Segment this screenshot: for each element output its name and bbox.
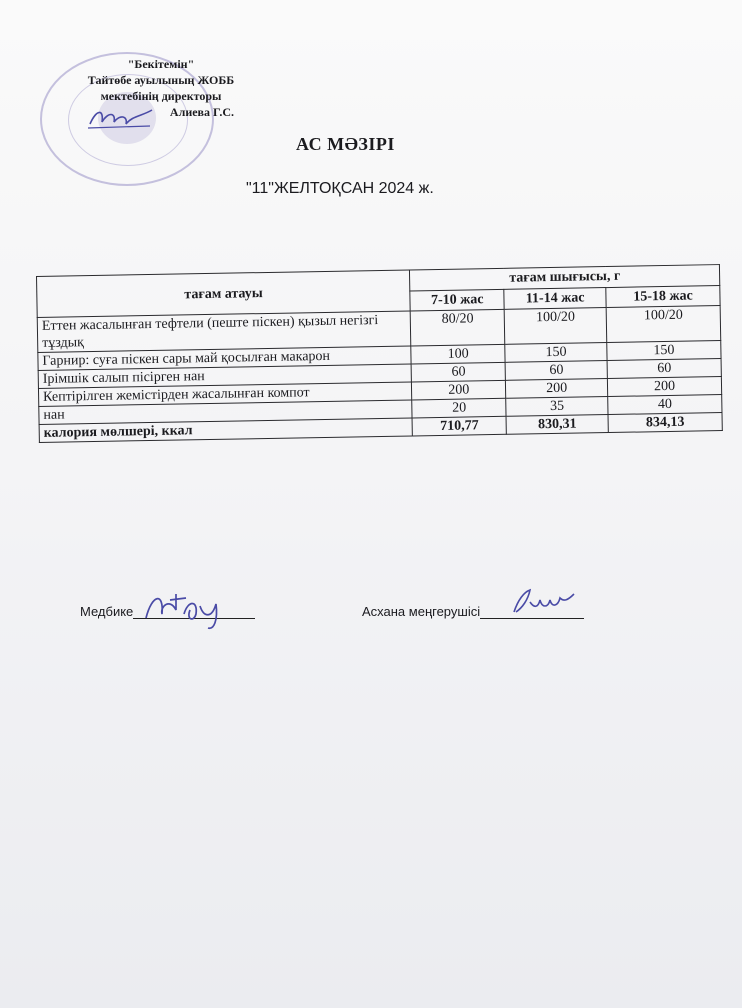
page-title: АС МӘЗІРІ [296, 134, 395, 154]
dish-value: 100/20 [504, 308, 606, 345]
dish-name: Кептірілген жемістірден жасалынған компот [38, 382, 412, 407]
dish-value: 150 [505, 343, 607, 363]
approval-line-3: мектебінің директоры [100, 89, 222, 103]
approval-line-1: "Бекітемін" [127, 57, 195, 71]
calories-value: 834,13 [608, 413, 722, 433]
dish-name: нан [39, 400, 413, 425]
dish-name: Еттен жасалынған тефтели (пеште піскен) қызыл негізгі тұздық [37, 311, 411, 353]
header-age-11-14: 11-14 жас [504, 287, 606, 309]
header-age-15-18: 15-18 жас [606, 285, 720, 307]
kitchen-head-label: Асхана меңгерушісі [362, 604, 481, 619]
dish-value: 100 [411, 344, 505, 364]
dish-value: 20 [412, 398, 506, 418]
nurse-signature [140, 584, 240, 634]
director-signature [86, 104, 156, 132]
dish-value: 200 [412, 380, 506, 400]
dish-value: 200 [608, 377, 722, 397]
dish-value: 80/20 [411, 309, 505, 346]
dish-value: 60 [505, 361, 607, 381]
calories-value: 710,77 [412, 416, 506, 436]
dish-value: 200 [506, 379, 608, 399]
kitchen-head-signature [508, 582, 578, 618]
header-yield: тағам шығысы, г [410, 265, 720, 291]
dish-value: 150 [607, 341, 721, 361]
dish-name: Ірімшік салып пісірген нан [38, 364, 412, 389]
dish-name: Гарнир: суға піскен сары май қосылған макарон [38, 346, 412, 371]
dish-value: 100/20 [606, 306, 720, 343]
header-dish-name: тағам атауы [37, 270, 411, 318]
dish-value: 60 [411, 362, 505, 382]
calories-label: калория мөлшері, ккал [39, 418, 413, 443]
calories-value: 830,31 [506, 415, 608, 435]
dish-value: 40 [608, 395, 722, 415]
dish-value: 35 [506, 397, 608, 417]
nurse-label: Медбике [80, 604, 134, 619]
dish-value: 60 [607, 359, 721, 379]
menu-date: "11"ЖЕЛТОҚСАН 2024 ж. [246, 180, 434, 197]
menu-table [36, 264, 723, 443]
header-age-7-10: 7-10 жас [410, 289, 504, 311]
approval-line-4: Алиева Г.С. [169, 105, 234, 119]
approval-line-2: Тайтөбе ауылының ЖОББ [87, 73, 235, 87]
